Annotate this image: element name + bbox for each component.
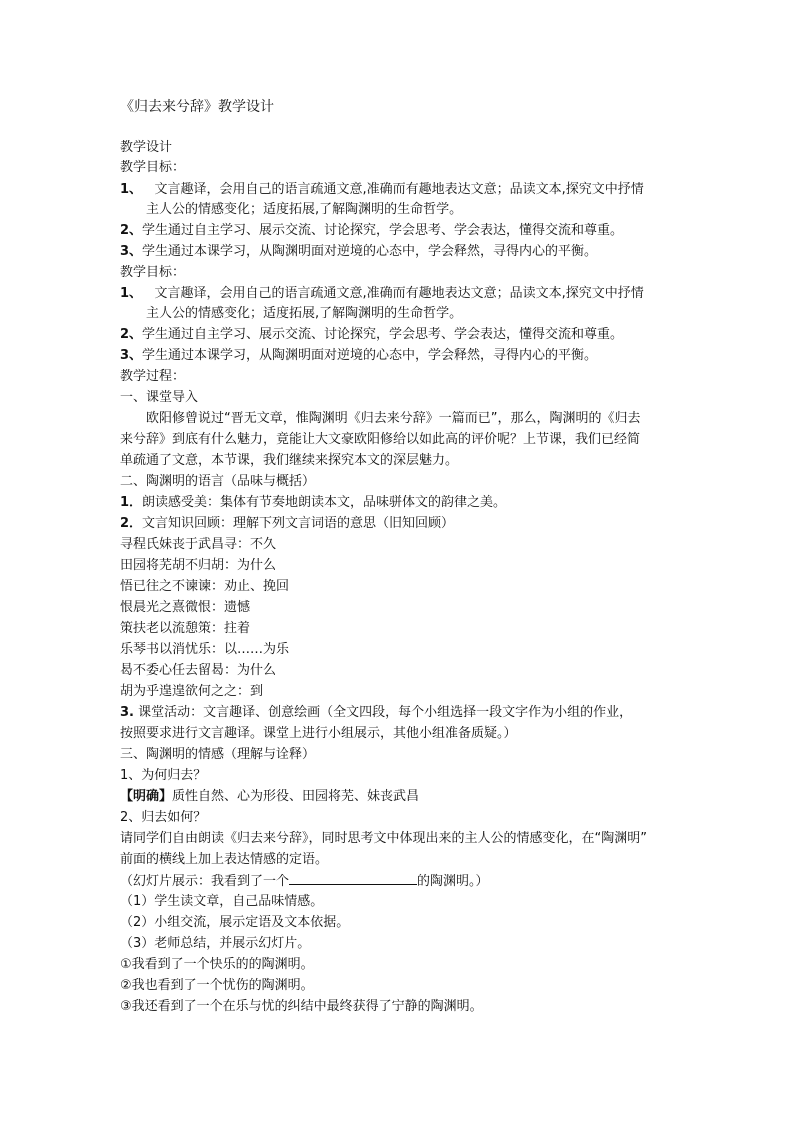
document-title: 《归去来兮辞》教学设计 [120,99,274,115]
step-text: 课堂活动：文言趣译、创意绘画（全文四段，每个小组选择一段文字作为小组的作业， [138,705,633,720]
goal-continuation: 主人公的情感变化；适度拓展,了解陶渊明的生命哲学。 [146,306,463,321]
answer-text: 质性自然、心为形役、田园将芜、妹丧武昌 [172,789,420,804]
fill-blank [289,871,417,885]
answer-line [120,787,419,807]
goal-item [120,221,623,241]
step-number: 3. [120,705,134,720]
goal-continuation: 主人公的情感变化；适度拓展,了解陶渊明的生命哲学。 [146,202,463,217]
step-text: 朗读感受美：集体有节奏地朗读本文，品味骈体文的韵律之美。 [142,495,507,510]
step-item [120,493,506,513]
question: 1、为何归去？ [120,768,207,783]
goals-heading: 教学目标： [120,265,186,280]
slide-prefix: （幻灯片展示：我看到了一个 [120,874,290,889]
goal-item [120,284,644,304]
step-item: （3）老师总结，并展示幻灯片。 [120,936,311,951]
goal-item [120,325,623,345]
answer-tag: 【明确】 [120,789,173,804]
slide-line [120,871,489,892]
instruction-line: 前面的横线上加上表达情感的定语。 [120,852,329,867]
goal-text: 学生通过自主学习、展示交流、讨论探究，学会思考、学会表达，懂得交流和尊重。 [142,223,624,238]
vocab-item: 胡为乎遑遑欲何之之：到 [120,684,264,699]
vocab-item: 田园将芜胡不归胡：为什么 [120,558,277,573]
goal-item [120,242,597,262]
circled-number: ① [120,957,132,972]
goal-number: 1、 [120,286,143,301]
step-item: （2）小组交流，展示定语及文本依据。 [120,915,350,930]
part3-heading: 三、陶渊明的情感（理解与诠释） [120,747,316,762]
goal-item [120,346,597,366]
circled-number: ③ [120,999,132,1014]
vocab-item: 寻程氏妹丧于武昌寻：不久 [120,537,277,552]
vocab-item: 曷不委心任去留曷：为什么 [120,663,277,678]
circled-text: 我还看到了一个在乐与忧的纠结中最终获得了宁静的陶渊明。 [131,999,483,1014]
circled-text: 我也看到了一个忧伤的陶渊明。 [131,978,314,993]
goal-number: 2、 [120,327,143,342]
goals-heading: 教学目标： [120,160,186,175]
circled-text: 我看到了一个快乐的的陶渊明。 [131,957,314,972]
slide-suffix: 的陶渊明。） [417,874,489,889]
goal-number: 2、 [120,223,143,238]
step-item [120,514,454,534]
step-item [120,703,632,723]
vocab-item: 乐琴书以消忧乐：以……为乐 [120,642,290,657]
vocab-item: 悟已往之不谏谏：劝止、挽回 [120,579,290,594]
part1-heading: 一、课堂导入 [120,390,199,405]
paragraph-line: 欧阳修曾说过“晋无文章，惟陶渊明《归去来兮辞》一篇而已”，那么，陶渊明的《归去 [146,411,641,426]
circled-number: ② [120,978,132,993]
step-item: （1）学生读文章，自己品味情感。 [120,894,324,909]
circled-item [120,997,483,1017]
step-continuation: 按照要求进行文言趣译。课堂上进行小组展示，其他小组准备质疑。） [120,726,517,741]
goal-text: 文言趣译，会用自己的语言疏通文意,准确而有趣地表达文意；品读文本,探究文中抒情 [154,286,644,301]
goal-number: 3、 [120,348,143,363]
circled-item [120,955,314,975]
process-heading: 教学过程： [120,369,186,384]
question: 2、归去如何？ [120,810,207,825]
instruction-line: 请同学们自由朗读《归去来兮辞》，同时思考文中体现出来的主人公的情感变化，在“陶渊明” [120,831,647,846]
goal-text: 学生通过本课学习，从陶渊明面对逆境的心态中，学会释然，寻得内心的平衡。 [142,348,598,363]
goal-text: 学生通过本课学习，从陶渊明面对逆境的心态中，学会释然，寻得内心的平衡。 [142,244,598,259]
paragraph-line: 来兮辞》到底有什么魅力，竟能让大文豪欧阳修给以如此高的评价呢？上节课，我们已经简 [120,432,641,447]
goal-number: 3、 [120,244,143,259]
vocab-item: 恨晨光之熹微恨：遗憾 [120,600,251,615]
goal-number: 1、 [120,182,143,197]
section-heading: 教学设计 [120,140,173,155]
part2-heading: 二、陶渊明的语言（品味与概括） [120,474,316,489]
goal-text: 学生通过自主学习、展示交流、讨论探究，学会思考、学会表达，懂得交流和尊重。 [142,327,624,342]
vocab-item: 策扶老以流憩策：拄着 [120,621,251,636]
goal-text: 文言趣译，会用自己的语言疏通文意,准确而有趣地表达文意；品读文本,探究文中抒情 [154,182,644,197]
step-number: 2． [120,516,143,531]
circled-item [120,976,314,996]
step-text: 文言知识回顾：理解下列文言词语的意思（旧知回顾） [142,516,455,531]
paragraph-line: 单疏通了文意，本节课，我们继续来探究本文的深层魅力。 [120,453,459,468]
goal-item [120,180,644,200]
step-number: 1． [120,495,143,510]
